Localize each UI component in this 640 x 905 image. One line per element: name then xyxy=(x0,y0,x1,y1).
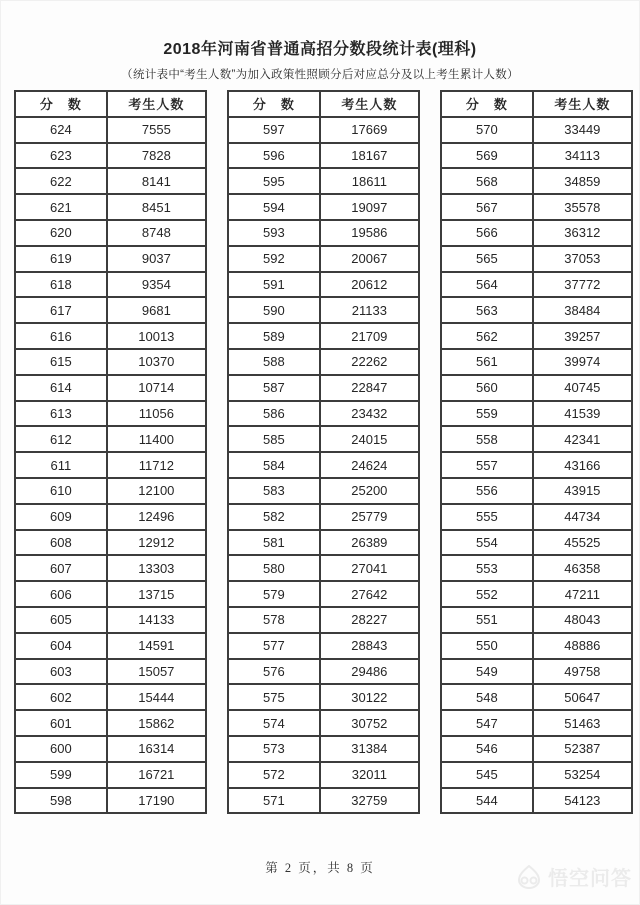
table-row xyxy=(441,323,632,349)
count-cell: 25779 xyxy=(320,504,419,530)
count-cell: 43915 xyxy=(533,478,632,504)
count-cell: 19586 xyxy=(320,220,419,246)
count-cell: 13715 xyxy=(107,581,206,607)
table-row xyxy=(228,762,419,788)
count-cell: 32759 xyxy=(320,788,419,814)
count-cell: 9037 xyxy=(107,246,206,272)
score-cell: 556 xyxy=(441,478,533,504)
table-row xyxy=(15,607,206,633)
score-cell: 557 xyxy=(441,452,533,478)
wukong-logo-icon xyxy=(514,865,544,889)
table-row xyxy=(441,143,632,169)
table-row xyxy=(441,297,632,323)
count-cell: 15057 xyxy=(107,659,206,685)
count-cell: 9681 xyxy=(107,297,206,323)
table-row xyxy=(441,710,632,736)
table-row xyxy=(15,684,206,710)
score-cell: 611 xyxy=(15,452,107,478)
table-row xyxy=(15,762,206,788)
count-cell: 20067 xyxy=(320,246,419,272)
count-cell: 45525 xyxy=(533,530,632,556)
score-cell: 566 xyxy=(441,220,533,246)
score-cell: 614 xyxy=(15,375,107,401)
score-cell: 585 xyxy=(228,426,320,452)
table-row xyxy=(15,478,206,504)
table-row xyxy=(441,401,632,427)
count-cell: 31384 xyxy=(320,736,419,762)
score-cell: 609 xyxy=(15,504,107,530)
count-cell: 16721 xyxy=(107,762,206,788)
count-cell: 53254 xyxy=(533,762,632,788)
table-row xyxy=(441,581,632,607)
score-column-header: 分 数 xyxy=(228,91,320,117)
score-cell: 544 xyxy=(441,788,533,814)
score-cell: 570 xyxy=(441,117,533,143)
score-cell: 586 xyxy=(228,401,320,427)
table-row xyxy=(441,504,632,530)
count-cell: 17669 xyxy=(320,117,419,143)
table-row xyxy=(441,375,632,401)
table-row xyxy=(228,555,419,581)
score-cell: 578 xyxy=(228,607,320,633)
table-row xyxy=(15,633,206,659)
table-row xyxy=(441,194,632,220)
table-row xyxy=(441,633,632,659)
table-row xyxy=(228,607,419,633)
table-header-row xyxy=(15,91,206,117)
table-row xyxy=(15,710,206,736)
score-cell: 572 xyxy=(228,762,320,788)
count-cell: 24624 xyxy=(320,452,419,478)
score-cell: 591 xyxy=(228,272,320,298)
count-cell: 37772 xyxy=(533,272,632,298)
count-cell: 8141 xyxy=(107,168,206,194)
count-cell: 27642 xyxy=(320,581,419,607)
score-cell: 618 xyxy=(15,272,107,298)
count-cell: 25200 xyxy=(320,478,419,504)
table-row xyxy=(228,581,419,607)
score-cell: 601 xyxy=(15,710,107,736)
score-cell: 603 xyxy=(15,659,107,685)
count-cell: 41539 xyxy=(533,401,632,427)
score-cell: 598 xyxy=(15,788,107,814)
score-cell: 624 xyxy=(15,117,107,143)
count-cell: 12100 xyxy=(107,478,206,504)
table-row xyxy=(228,504,419,530)
count-cell: 48886 xyxy=(533,633,632,659)
table-row xyxy=(441,762,632,788)
count-cell: 30122 xyxy=(320,684,419,710)
score-cell: 607 xyxy=(15,555,107,581)
score-cell: 623 xyxy=(15,143,107,169)
score-cell: 612 xyxy=(15,426,107,452)
page-number: 第 2 页，共 8 页 xyxy=(265,861,375,875)
count-cell: 42341 xyxy=(533,426,632,452)
count-cell: 29486 xyxy=(320,659,419,685)
score-cell: 616 xyxy=(15,323,107,349)
score-cell: 576 xyxy=(228,659,320,685)
count-cell: 52387 xyxy=(533,736,632,762)
score-cell: 587 xyxy=(228,375,320,401)
score-cell: 567 xyxy=(441,194,533,220)
score-cell: 561 xyxy=(441,349,533,375)
table-row xyxy=(441,220,632,246)
score-cell: 560 xyxy=(441,375,533,401)
count-cell: 36312 xyxy=(533,220,632,246)
table-row xyxy=(15,659,206,685)
count-cell: 8748 xyxy=(107,220,206,246)
count-cell: 32011 xyxy=(320,762,419,788)
table-row xyxy=(441,684,632,710)
count-cell: 10370 xyxy=(107,349,206,375)
count-cell: 48043 xyxy=(533,607,632,633)
page-title: 2018年河南省普通高招分数段统计表(理科) xyxy=(163,41,477,58)
score-cell: 562 xyxy=(441,323,533,349)
count-cell: 10013 xyxy=(107,323,206,349)
table-row xyxy=(441,272,632,298)
score-cell: 547 xyxy=(441,710,533,736)
score-table-middle xyxy=(227,90,420,814)
score-cell: 589 xyxy=(228,323,320,349)
count-cell: 14591 xyxy=(107,633,206,659)
score-table-right xyxy=(440,90,633,814)
table-row xyxy=(228,426,419,452)
score-cell: 563 xyxy=(441,297,533,323)
count-cell: 49758 xyxy=(533,659,632,685)
watermark xyxy=(514,862,632,891)
table-row xyxy=(15,426,206,452)
score-cell: 569 xyxy=(441,143,533,169)
score-cell: 608 xyxy=(15,530,107,556)
score-cell: 604 xyxy=(15,633,107,659)
table-row xyxy=(441,736,632,762)
count-cell: 11712 xyxy=(107,452,206,478)
table-row xyxy=(228,323,419,349)
count-cell: 19097 xyxy=(320,194,419,220)
score-cell: 549 xyxy=(441,659,533,685)
table-row xyxy=(15,143,206,169)
table-row xyxy=(15,530,206,556)
count-cell: 35578 xyxy=(533,194,632,220)
table-row xyxy=(15,168,206,194)
table-row xyxy=(441,478,632,504)
table-row xyxy=(15,297,206,323)
count-cell: 47211 xyxy=(533,581,632,607)
count-cell: 13303 xyxy=(107,555,206,581)
page-subtitle: （统计表中“考生人数”为加入政策性照顾分后对应总分及以上考生累计人数） xyxy=(121,69,519,81)
table-row xyxy=(15,788,206,814)
table-row xyxy=(228,633,419,659)
score-cell: 574 xyxy=(228,710,320,736)
count-cell: 17190 xyxy=(107,788,206,814)
table-row xyxy=(441,555,632,581)
count-cell: 28227 xyxy=(320,607,419,633)
count-cell: 7828 xyxy=(107,143,206,169)
table-row xyxy=(228,349,419,375)
table-row xyxy=(228,168,419,194)
count-cell: 15862 xyxy=(107,710,206,736)
table-row xyxy=(441,349,632,375)
count-cell: 18611 xyxy=(320,168,419,194)
count-cell: 12496 xyxy=(107,504,206,530)
count-cell: 22847 xyxy=(320,375,419,401)
score-cell: 575 xyxy=(228,684,320,710)
table-row xyxy=(15,581,206,607)
count-cell: 51463 xyxy=(533,710,632,736)
table-row xyxy=(15,272,206,298)
tables-container xyxy=(14,90,633,814)
table-row xyxy=(228,194,419,220)
table-row xyxy=(228,788,419,814)
score-cell: 592 xyxy=(228,246,320,272)
table-row xyxy=(15,736,206,762)
count-cell: 46358 xyxy=(533,555,632,581)
table-row xyxy=(228,478,419,504)
count-cell: 30752 xyxy=(320,710,419,736)
count-cell: 14133 xyxy=(107,607,206,633)
table-row xyxy=(228,452,419,478)
table-row xyxy=(228,272,419,298)
table-row xyxy=(228,684,419,710)
count-cell: 54123 xyxy=(533,788,632,814)
score-cell: 565 xyxy=(441,246,533,272)
score-cell: 555 xyxy=(441,504,533,530)
score-cell: 577 xyxy=(228,633,320,659)
count-cell: 33449 xyxy=(533,117,632,143)
table-row xyxy=(441,530,632,556)
count-cell: 34859 xyxy=(533,168,632,194)
table-row xyxy=(441,452,632,478)
count-cell: 16314 xyxy=(107,736,206,762)
count-cell: 21709 xyxy=(320,323,419,349)
table-row xyxy=(228,530,419,556)
score-cell: 610 xyxy=(15,478,107,504)
score-cell: 584 xyxy=(228,452,320,478)
count-cell: 10714 xyxy=(107,375,206,401)
score-cell: 580 xyxy=(228,555,320,581)
table-row xyxy=(15,555,206,581)
score-cell: 545 xyxy=(441,762,533,788)
table-row xyxy=(15,452,206,478)
table-row xyxy=(441,117,632,143)
count-cell: 39257 xyxy=(533,323,632,349)
count-cell: 27041 xyxy=(320,555,419,581)
score-cell: 564 xyxy=(441,272,533,298)
count-cell: 23432 xyxy=(320,401,419,427)
score-cell: 619 xyxy=(15,246,107,272)
score-cell: 602 xyxy=(15,684,107,710)
score-table-left xyxy=(14,90,207,814)
score-cell: 595 xyxy=(228,168,320,194)
count-cell: 24015 xyxy=(320,426,419,452)
count-cell: 37053 xyxy=(533,246,632,272)
score-cell: 590 xyxy=(228,297,320,323)
table-row xyxy=(228,659,419,685)
score-cell: 546 xyxy=(441,736,533,762)
score-cell: 582 xyxy=(228,504,320,530)
count-cell: 9354 xyxy=(107,272,206,298)
count-cell: 11056 xyxy=(107,401,206,427)
score-cell: 597 xyxy=(228,117,320,143)
score-cell: 551 xyxy=(441,607,533,633)
table-row xyxy=(15,220,206,246)
score-cell: 588 xyxy=(228,349,320,375)
table-row xyxy=(441,426,632,452)
table-header-row xyxy=(441,91,632,117)
table-row xyxy=(228,117,419,143)
count-cell: 43166 xyxy=(533,452,632,478)
table-row xyxy=(441,607,632,633)
table-row xyxy=(228,736,419,762)
table-row xyxy=(441,168,632,194)
table-row xyxy=(228,220,419,246)
count-column-header: 考生人数 xyxy=(107,91,206,117)
score-cell: 568 xyxy=(441,168,533,194)
table-row xyxy=(228,297,419,323)
score-column-header: 分 数 xyxy=(441,91,533,117)
count-cell: 18167 xyxy=(320,143,419,169)
score-cell: 600 xyxy=(15,736,107,762)
count-cell: 44734 xyxy=(533,504,632,530)
table-row xyxy=(441,659,632,685)
score-cell: 621 xyxy=(15,194,107,220)
score-cell: 558 xyxy=(441,426,533,452)
score-cell: 605 xyxy=(15,607,107,633)
table-row xyxy=(228,143,419,169)
table-row xyxy=(228,246,419,272)
score-cell: 554 xyxy=(441,530,533,556)
score-cell: 593 xyxy=(228,220,320,246)
score-cell: 571 xyxy=(228,788,320,814)
count-cell: 22262 xyxy=(320,349,419,375)
score-column-header: 分 数 xyxy=(15,91,107,117)
score-cell: 615 xyxy=(15,349,107,375)
table-row xyxy=(15,401,206,427)
score-cell: 583 xyxy=(228,478,320,504)
count-cell: 12912 xyxy=(107,530,206,556)
score-cell: 573 xyxy=(228,736,320,762)
score-cell: 579 xyxy=(228,581,320,607)
score-cell: 596 xyxy=(228,143,320,169)
score-cell: 553 xyxy=(441,555,533,581)
count-cell: 20612 xyxy=(320,272,419,298)
count-cell: 50647 xyxy=(533,684,632,710)
score-cell: 606 xyxy=(15,581,107,607)
table-row xyxy=(15,323,206,349)
table-row xyxy=(228,401,419,427)
table-row xyxy=(441,246,632,272)
table-row xyxy=(228,710,419,736)
table-row xyxy=(15,194,206,220)
count-cell: 7555 xyxy=(107,117,206,143)
table-row xyxy=(15,246,206,272)
table-row xyxy=(15,349,206,375)
score-cell: 581 xyxy=(228,530,320,556)
score-cell: 552 xyxy=(441,581,533,607)
table-row xyxy=(15,504,206,530)
score-cell: 559 xyxy=(441,401,533,427)
count-cell: 11400 xyxy=(107,426,206,452)
count-cell: 28843 xyxy=(320,633,419,659)
score-cell: 613 xyxy=(15,401,107,427)
table-row xyxy=(441,788,632,814)
watermark-text: 悟空问答 xyxy=(548,868,632,890)
count-cell: 38484 xyxy=(533,297,632,323)
score-cell: 622 xyxy=(15,168,107,194)
score-cell: 617 xyxy=(15,297,107,323)
count-cell: 26389 xyxy=(320,530,419,556)
count-cell: 34113 xyxy=(533,143,632,169)
score-cell: 548 xyxy=(441,684,533,710)
score-cell: 550 xyxy=(441,633,533,659)
count-column-header: 考生人数 xyxy=(533,91,632,117)
table-header-row xyxy=(228,91,419,117)
table-row xyxy=(15,375,206,401)
score-cell: 599 xyxy=(15,762,107,788)
count-cell: 15444 xyxy=(107,684,206,710)
count-cell: 39974 xyxy=(533,349,632,375)
score-cell: 620 xyxy=(15,220,107,246)
table-row xyxy=(15,117,206,143)
count-cell: 40745 xyxy=(533,375,632,401)
score-cell: 594 xyxy=(228,194,320,220)
count-cell: 21133 xyxy=(320,297,419,323)
count-cell: 8451 xyxy=(107,194,206,220)
count-column-header: 考生人数 xyxy=(320,91,419,117)
table-row xyxy=(228,375,419,401)
